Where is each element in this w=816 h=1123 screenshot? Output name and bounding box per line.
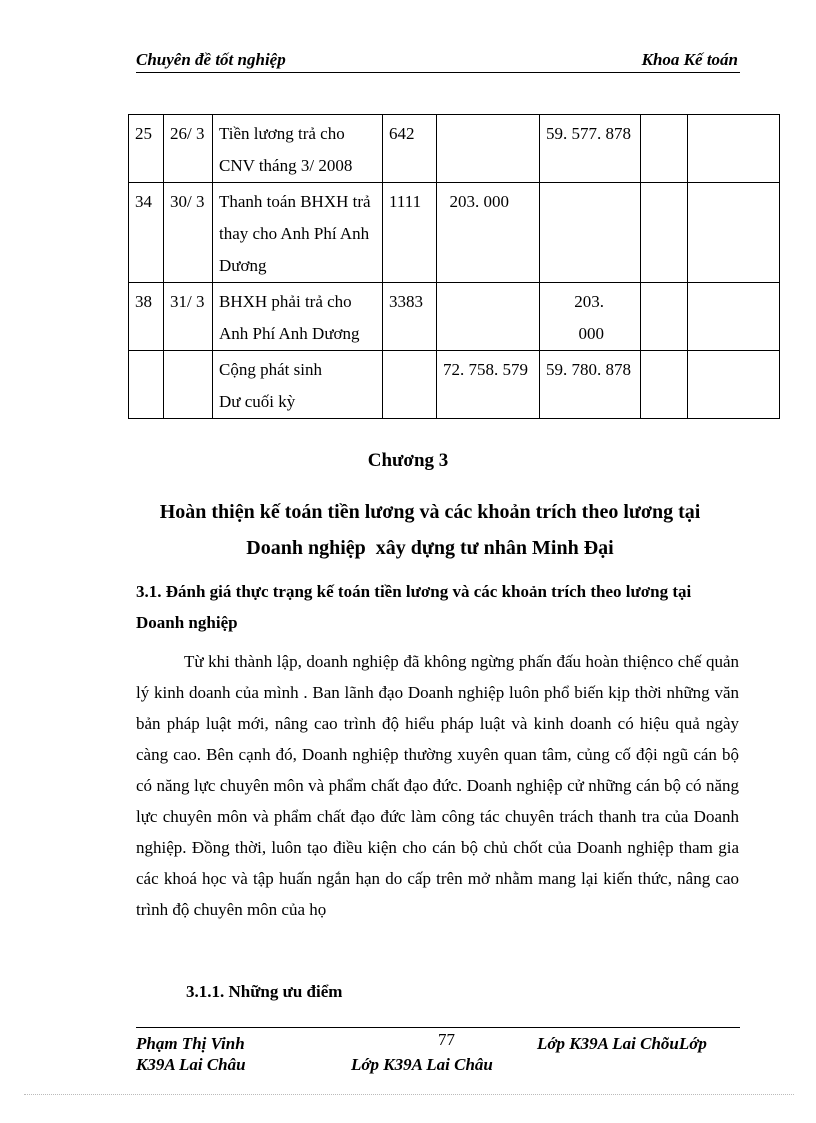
- cell-account: 3383: [383, 283, 437, 351]
- cell-debit: 203. 000: [437, 183, 540, 283]
- cell-account: 1111: [383, 183, 437, 283]
- cell-entry-no: 25: [129, 115, 164, 183]
- cell-date: 30/ 3: [164, 183, 213, 283]
- cell-extra-1: [641, 115, 688, 183]
- header-right-text: Khoa Kế toán: [641, 50, 738, 69]
- subsection-heading: 3.1.1. Những ưu điểm: [186, 982, 343, 1001]
- chapter-title-line-2: Doanh nghiệp xây dựng tư nhân Minh Đại: [246, 537, 614, 559]
- table-row-total: [129, 351, 780, 419]
- cell-description: Thanh toán BHXH trả thay cho Anh Phí Anh Dương: [213, 183, 383, 283]
- closing-balance-label: Dư cuối kỳ: [219, 392, 296, 411]
- cell-description: [213, 351, 383, 419]
- cell-credit: [540, 183, 641, 283]
- chapter-title: [120, 494, 740, 566]
- cell-debit: [437, 115, 540, 183]
- cell-credit: 59. 780. 878: [540, 351, 641, 419]
- cell-extra-1: [641, 351, 688, 419]
- cell-debit: [437, 283, 540, 351]
- cell-description: BHXH phải trả cho Anh Phí Anh Dương: [213, 283, 383, 351]
- cell-entry-no: 34: [129, 183, 164, 283]
- total-label: Cộng phát sinh: [219, 360, 322, 379]
- cell-extra-1: [641, 183, 688, 283]
- cell-date: [164, 351, 213, 419]
- ledger-table: [128, 114, 780, 419]
- cell-credit: 203. 000: [540, 283, 641, 351]
- cell-extra-2: [688, 283, 780, 351]
- table-row: [129, 115, 780, 183]
- table-row: [129, 283, 780, 351]
- cell-debit: 72. 758. 579: [437, 351, 540, 419]
- footer-divider: [136, 1027, 740, 1028]
- cell-extra-2: [688, 351, 780, 419]
- cell-extra-1: [641, 283, 688, 351]
- cell-account: 642: [383, 115, 437, 183]
- body-paragraph: Từ khi thành lập, doanh nghiệp đã không ngừng phấn đấu hoàn thiệnco chế quản lý kinh doanh của mình . Ban lãnh đạo Doanh nghiệp luôn phổ biến kịp thời những văn bản pháp luật mới, nâng cao trình độ hiểu pháp luật và kinh doanh có hiệu quả ngày càng cao. Bên cạnh đó, Doanh nghiệp thường xuyên quan tâm, củng cố đội ngũ cán bộ có năng lực chuyên môn và phẩm chất đạo đức. Doanh nghiệp cử những cán bộ có năng lực chuyên môn và phẩm chất đạo đức làm công tác chuyên trách thanh tra của Doanh nghiệp. Đồng thời, luôn tạo điều kiện cho cán bộ chủ chốt của Doanh nghiệp tham gia các khoá học và tập huấn ngắn hạn do cấp trên mở nhằm mang lại kiến thức, nâng cao trình độ chuyên môn của họ: [136, 652, 739, 919]
- footer-class-right: Lớp K39A Lai ChõuLớp: [537, 1034, 707, 1053]
- cell-entry-no: 38: [129, 283, 164, 351]
- table-row: [129, 183, 780, 283]
- header-left-text: Chuyên đề tốt nghiệp: [136, 50, 286, 69]
- cell-description: Tiền lương trả cho CNV tháng 3/ 2008: [213, 115, 383, 183]
- footer-line2-left: K39A Lai Châu: [136, 1055, 246, 1074]
- cell-extra-2: [688, 183, 780, 283]
- cell-date: 26/ 3: [164, 115, 213, 183]
- page-number: 77: [438, 1030, 455, 1049]
- chapter-title-line-1: Hoàn thiện kế toán tiền lương và các khoản trích theo lương tại: [159, 501, 701, 523]
- cell-date: 31/ 3: [164, 283, 213, 351]
- section-heading: 3.1. Đánh giá thực trạng kế toán tiền lương và các khoản trích theo lương tại Doanh nghiệp: [136, 582, 692, 632]
- page-bottom-divider: [24, 1094, 794, 1095]
- page-header: [136, 48, 740, 73]
- chapter-heading: Chương 3: [367, 450, 449, 471]
- footer-author: Phạm Thị Vinh: [136, 1034, 245, 1053]
- cell-entry-no: [129, 351, 164, 419]
- footer-line2-mid: Lớp K39A Lai Châu: [351, 1055, 493, 1074]
- cell-extra-2: [688, 115, 780, 183]
- cell-account: [383, 351, 437, 419]
- cell-credit: 59. 577. 878: [540, 115, 641, 183]
